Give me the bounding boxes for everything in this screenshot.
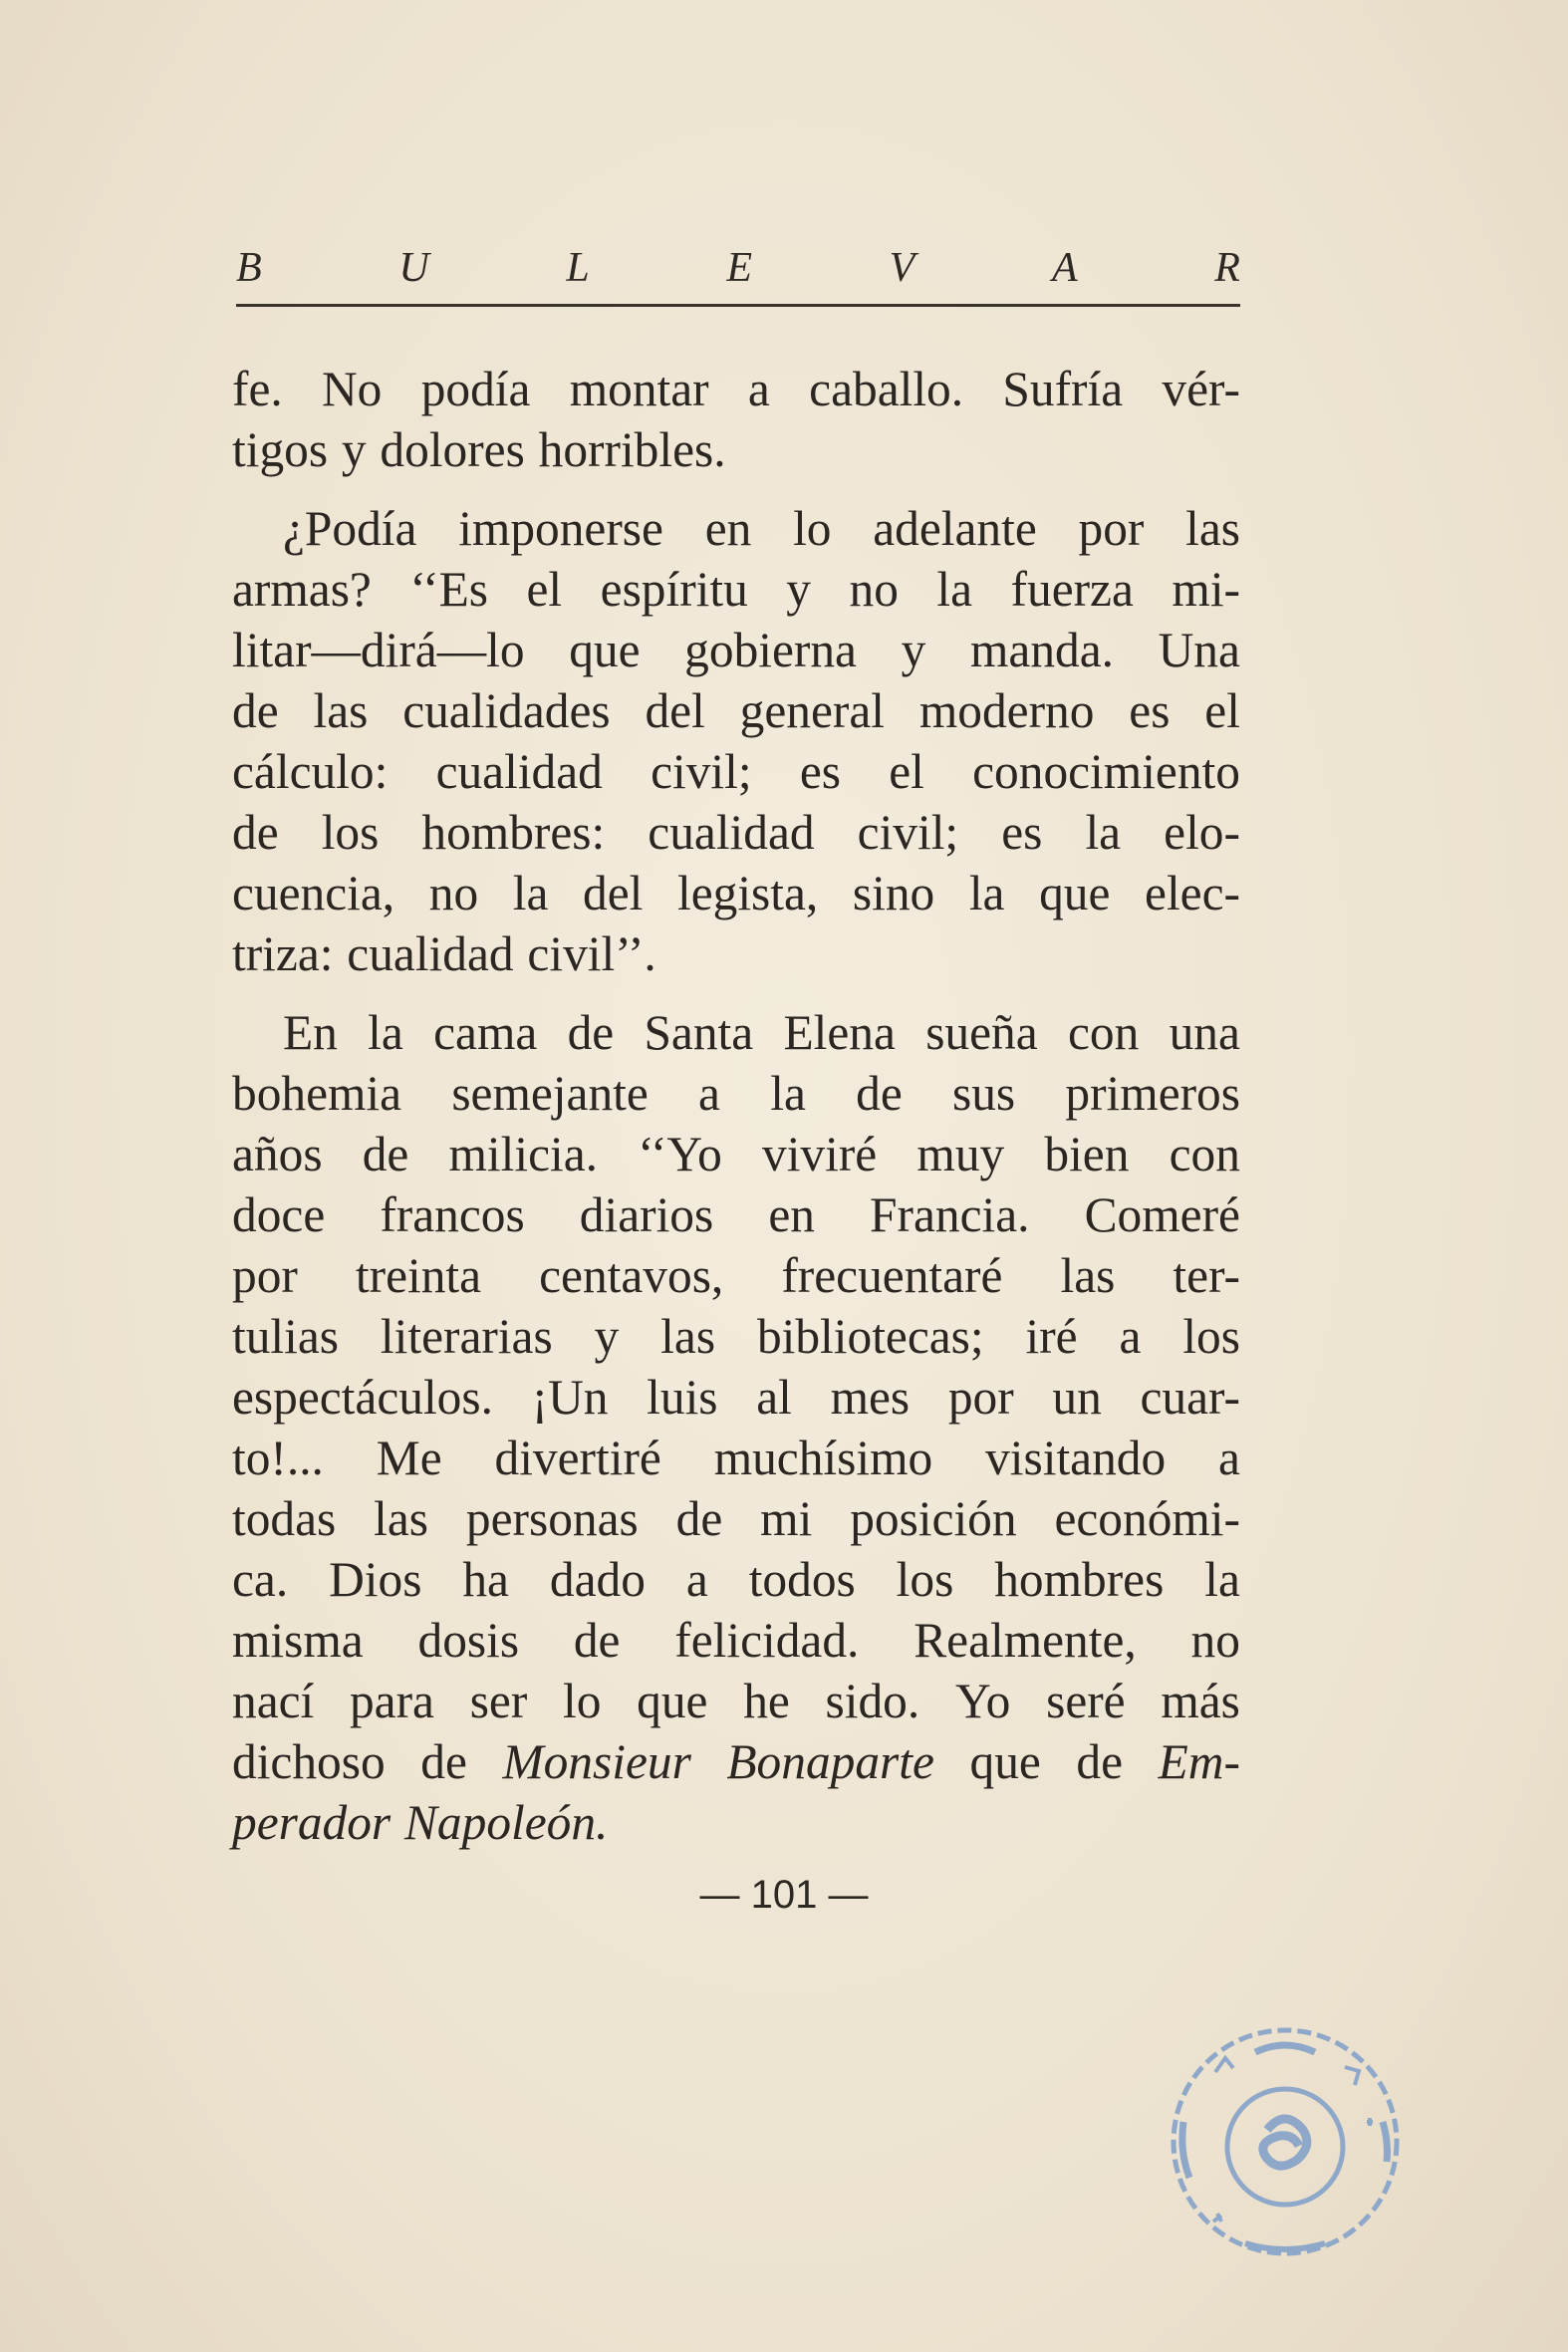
word: todos [748, 1552, 856, 1607]
word: fe. [232, 362, 283, 416]
word: que [969, 1734, 1041, 1789]
header-letter: U [398, 245, 429, 291]
header-letter: V [889, 245, 915, 291]
word: los [321, 805, 380, 860]
word: misma [232, 1613, 364, 1668]
word: con [1067, 1005, 1140, 1060]
word: primeros [1065, 1066, 1240, 1121]
word: más [1161, 1674, 1240, 1728]
word: Yo [954, 1674, 1011, 1728]
word: milicia. [448, 1127, 599, 1181]
word: una [1169, 1005, 1240, 1060]
word: Realmente, [914, 1613, 1137, 1668]
word: en [704, 501, 752, 556]
word: Bonaparte [726, 1734, 934, 1789]
word: ‘‘Yo [638, 1127, 722, 1181]
word: el [1204, 683, 1240, 738]
word: bien [1044, 1127, 1130, 1181]
word: Santa [644, 1005, 754, 1060]
word: dichoso [232, 1734, 386, 1789]
word: no [428, 866, 479, 920]
header-letter: A [1051, 245, 1078, 291]
word: cálculo: [232, 744, 389, 799]
page-number: — 101 — [699, 1873, 869, 1917]
text-line [232, 1428, 1240, 1488]
word: elo- [1164, 805, 1240, 860]
word: cuencia, [232, 866, 395, 920]
text-line [232, 1731, 1240, 1792]
word: espíritu [600, 562, 748, 617]
word: adelante [873, 501, 1037, 556]
word: sus [952, 1066, 1016, 1121]
word: horribles. [538, 422, 726, 477]
word: los [1182, 1309, 1240, 1364]
word: ser [469, 1674, 528, 1728]
word: las [1185, 501, 1240, 556]
word: dado [549, 1552, 646, 1607]
word: muchísimo [713, 1431, 933, 1485]
word: fuerza [1010, 562, 1134, 617]
word: centavos, [539, 1248, 724, 1303]
text-line [232, 1002, 1240, 1063]
text-line [232, 620, 1240, 680]
word: mi- [1172, 562, 1240, 617]
text-line [232, 419, 1240, 480]
word: de [232, 805, 279, 860]
word: y [901, 623, 926, 677]
word: a [685, 1552, 708, 1607]
word: conocimiento [972, 744, 1240, 799]
text-line [232, 1063, 1240, 1124]
word: a [698, 1066, 720, 1121]
word: caballo. [809, 362, 964, 416]
word: la [936, 562, 973, 617]
word: bibliotecas; [756, 1309, 984, 1364]
word: Comeré [1084, 1187, 1240, 1242]
text-line [232, 1671, 1240, 1731]
word: el [889, 744, 924, 799]
word: cuar- [1140, 1370, 1240, 1425]
word: muy [916, 1127, 1005, 1181]
word: no [1190, 1613, 1240, 1668]
word: frecuentaré [781, 1248, 1003, 1303]
word: cualidad [648, 805, 815, 860]
text-line [232, 863, 1240, 923]
word: Em- [1158, 1734, 1240, 1789]
word: con [1169, 1127, 1240, 1181]
header-letter: E [726, 245, 752, 291]
word: hombres [994, 1552, 1165, 1607]
word: litar—dirá—lo [232, 623, 525, 677]
word: posición [850, 1491, 1017, 1546]
word: seré [1046, 1674, 1126, 1728]
word: cama [433, 1005, 538, 1060]
word: no [849, 562, 899, 617]
word: francos [380, 1187, 525, 1242]
word: Francia. [870, 1187, 1030, 1242]
word: la [512, 866, 549, 920]
text-line [232, 1124, 1240, 1184]
text-line [232, 1306, 1240, 1367]
word: al [756, 1370, 792, 1425]
word: el [526, 562, 563, 617]
word: en [768, 1187, 815, 1242]
word: cualidad [435, 744, 603, 799]
running-header [236, 237, 1240, 307]
word: civil’’. [527, 926, 656, 981]
word: que [569, 623, 641, 677]
word: por [947, 1370, 1014, 1425]
word: vér- [1162, 362, 1240, 416]
word: y [341, 422, 367, 477]
text-line [232, 1245, 1240, 1306]
word: la [1085, 805, 1122, 860]
word: he [743, 1674, 790, 1728]
word: es [1001, 805, 1043, 860]
word: to!... [232, 1431, 324, 1485]
word: tigos [232, 422, 329, 477]
word: espectáculos. [232, 1370, 493, 1425]
word: No [322, 362, 383, 416]
word: y [786, 562, 811, 617]
word: literarias [380, 1309, 553, 1364]
word: la [770, 1066, 806, 1121]
word: diarios [579, 1187, 714, 1242]
word: ha [462, 1552, 509, 1607]
text-line [232, 1367, 1240, 1428]
text-line [232, 1488, 1240, 1549]
word: lo [793, 501, 832, 556]
word: Una [1158, 623, 1240, 677]
word: manda. [969, 623, 1114, 677]
word: la [968, 866, 1005, 920]
word: de [856, 1066, 903, 1121]
word: de [420, 1734, 467, 1789]
word: que [637, 1674, 708, 1728]
word: sueña [925, 1005, 1038, 1060]
word: mi [760, 1491, 813, 1546]
body-text [232, 359, 1240, 1853]
word: moderno [918, 683, 1095, 738]
word: treinta [355, 1248, 482, 1303]
word: un [1052, 1370, 1102, 1425]
word: Monsieur [502, 1734, 691, 1789]
word: y [594, 1309, 620, 1364]
word: general [739, 683, 885, 738]
paragraph-gap [232, 984, 1240, 1002]
word: ¿Podía [283, 501, 417, 556]
text-line [232, 359, 1240, 419]
word: años [232, 1127, 323, 1181]
word: bohemia [232, 1066, 402, 1121]
word: ¡Un [531, 1370, 609, 1425]
header-letter: L [566, 245, 590, 291]
word: dosis [417, 1613, 520, 1668]
text-line [232, 923, 1240, 984]
word: es [1129, 683, 1171, 738]
word: sido. [825, 1674, 920, 1728]
word: felicidad. [674, 1613, 860, 1668]
word: luis [647, 1370, 718, 1425]
word: montar [569, 362, 709, 416]
word: del [583, 866, 644, 920]
header-letter: B [236, 245, 262, 291]
word: cualidad [347, 926, 514, 981]
word: todas [232, 1491, 337, 1546]
word: los [896, 1552, 954, 1607]
word: divertiré [494, 1431, 661, 1485]
word: lo [563, 1674, 602, 1728]
word: podía [420, 362, 531, 416]
word: las [660, 1309, 716, 1364]
word: doce [232, 1187, 326, 1242]
word: legista, [676, 866, 819, 920]
word: de [567, 1005, 615, 1060]
word: civil; [651, 744, 752, 799]
text-line [232, 1184, 1240, 1245]
text-line [232, 741, 1240, 802]
text-line [232, 498, 1240, 559]
word: las [374, 1491, 429, 1546]
word: a [1119, 1309, 1142, 1364]
word: gobierna [684, 623, 857, 677]
word: nací [232, 1674, 315, 1728]
word: En [283, 1005, 338, 1060]
word: perador [232, 1795, 392, 1850]
word: de [675, 1491, 723, 1546]
word: imponerse [458, 501, 663, 556]
word: del [645, 683, 705, 738]
word: las [1060, 1248, 1116, 1303]
word: la [368, 1005, 403, 1060]
text-line [232, 1610, 1240, 1671]
text-line [232, 1792, 1240, 1853]
word: dolores [380, 422, 525, 477]
word: Elena [783, 1005, 896, 1060]
text-line [232, 559, 1240, 620]
word: de [232, 683, 279, 738]
word: visitando [985, 1431, 1167, 1485]
word: viviré [762, 1127, 878, 1181]
word: es [799, 744, 841, 799]
word: las [313, 683, 369, 738]
word: Dios [329, 1552, 422, 1607]
word: de [1076, 1734, 1124, 1789]
word: iré [1025, 1309, 1078, 1364]
word: por [232, 1248, 298, 1303]
library-stamp-seal [1156, 2012, 1415, 2271]
word: por [1078, 501, 1145, 556]
word: Me [376, 1431, 442, 1485]
word: a [747, 362, 770, 416]
word: cualidades [402, 683, 611, 738]
word: triza: [232, 926, 334, 981]
word: elec- [1145, 866, 1240, 920]
word: de [573, 1613, 621, 1668]
paragraph-gap [232, 480, 1240, 498]
word: ‘‘Es [409, 562, 488, 617]
word: semejante [451, 1066, 649, 1121]
word: a [1218, 1431, 1240, 1485]
word: sino [852, 866, 935, 920]
text-line [232, 1549, 1240, 1610]
word: económi- [1054, 1491, 1240, 1546]
header-letter: R [1214, 245, 1240, 291]
word: Sufría [1002, 362, 1124, 416]
word: mes [830, 1370, 911, 1425]
word: personas [465, 1491, 639, 1546]
word: que [1039, 866, 1111, 920]
word: tulias [232, 1309, 340, 1364]
text-line [232, 802, 1240, 863]
text-line [232, 680, 1240, 741]
word: la [1204, 1552, 1240, 1607]
word: civil; [857, 805, 959, 860]
word: hombres: [421, 805, 606, 860]
word: ter- [1173, 1248, 1240, 1303]
word: armas? [232, 562, 372, 617]
word: Napoleón. [403, 1795, 609, 1850]
word: ca. [232, 1552, 289, 1607]
word: de [362, 1127, 409, 1181]
word: para [349, 1674, 434, 1728]
